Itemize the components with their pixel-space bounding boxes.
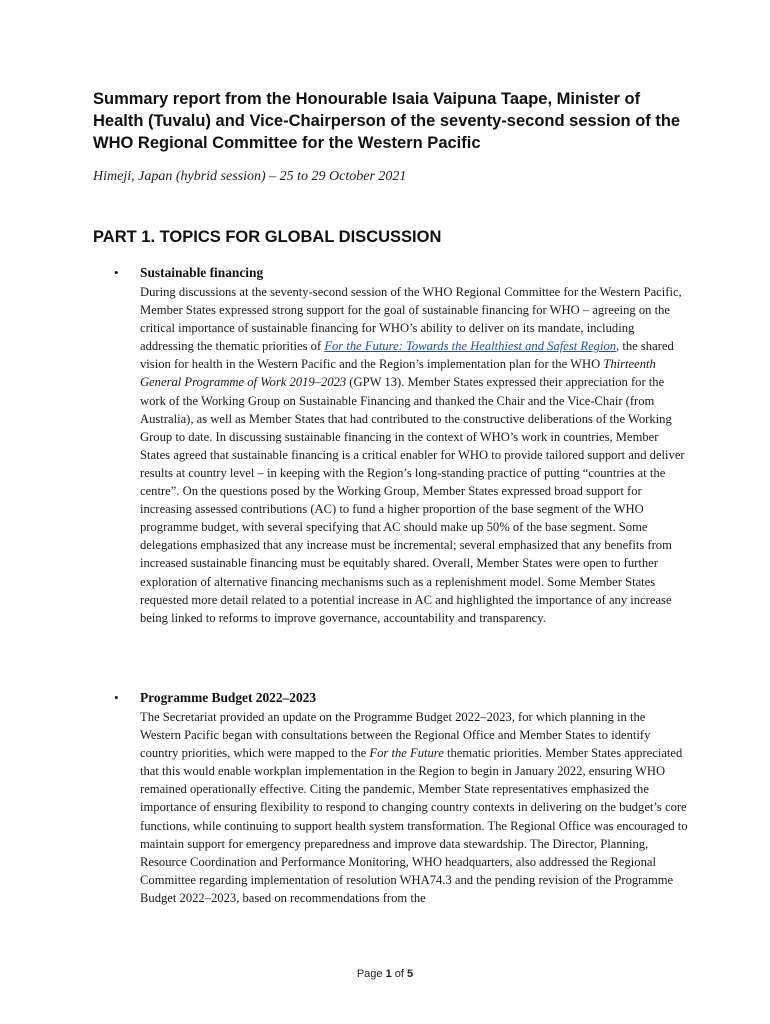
part-heading: PART 1. TOPICS FOR GLOBAL DISCUSSION bbox=[93, 228, 442, 246]
page-footer bbox=[0, 968, 770, 980]
current-page-number: 1 bbox=[385, 968, 392, 980]
gpw-title-italic: Thirteenth General Programme of Work 2019–2023 bbox=[140, 357, 656, 390]
body-text: thematic priorities. Member States appreciated that this would enable workplan implementation in the Region to begin in January 2022, ensuring WHO remained operationally effective. Citing the pandemic, Member State representatives emphasized the importance of ensuring flexibility to respond to changing country contexts in delivering on the budget’s core functions, while continuing to support health system transformation. The Regional Office was encouraged to maintain support for emergency preparedness and improve data stewardship. The Director, Planning, Resource Coordination and Performance Monitoring, WHO headquarters, also addressed the Regional Committee regarding implementation of resolution WHA74.3 and the pending revision of the Programme Budget 2022–2023, based on recommendations from the bbox=[140, 746, 688, 905]
of-label: of bbox=[394, 968, 404, 980]
body-text: , the shared vision for health in the Western Pacific and the Region’s implementation plan for the WHO bbox=[140, 339, 674, 372]
for-the-future-link[interactable]: For the Future: Towards the Healthiest and Safest Region bbox=[324, 339, 617, 354]
report-title: Summary report from the Honourable Isaia Vaipuna Taape, Minister of Health (Tuvalu) and Vice-Chairperson of the seventy-second session of the WHO Regional Committee for the Western Pacific bbox=[93, 90, 681, 152]
body-text: The Secretariat provided an update on the Programme Budget 2022–2023, for which planning in the Western Pacific began with consultations between the Regional Office and Member States to identify country priorities, which were mapped to the bbox=[140, 710, 651, 761]
body-text: (GPW 13). Member States expressed their appreciation for the work of the Working Group on Sustainable Financing and thanked the Chair and the Vice-Chair (from Australia), as well as Member States that had contributed to the constructive deliberations of the Working Group to date. In discussing sustainable financing in the context of WHO’s work in countries, Member States agreed that sustainable financing is a critical enabler for WHO to provide tailored support and deliver results at country level – in keeping with the Region’s long-standing practice of putting “countries at the centre”. On the questions posed by the Working Group, Member States expressed broad support for increasing assessed contributions (AC) to fund a higher proportion of the base segment of the WHO programme budget, with several specifying that AC should make up 50% of the base segment. Some delegations emphasized that any increase must be incremental; several emphasized that any benefits from increased sustainable financing must be equitably shared. Overall, Member States were open to further exploration of alternative financing mechanisms such as a replenishment model. Some Member States requested more detail related to a potential increase in AC and highlighted the importance of any increase being linked to reforms to improve governance, accountability and transparency. bbox=[140, 375, 685, 625]
bullet-icon: • bbox=[114, 690, 119, 705]
section-title: Programme Budget 2022–2023 bbox=[140, 690, 317, 705]
section-title: Sustainable financing bbox=[140, 265, 264, 280]
page-label: Page bbox=[356, 968, 383, 980]
bullet-icon: • bbox=[114, 265, 119, 280]
for-the-future-italic: For the Future bbox=[369, 746, 444, 761]
body-text: During discussions at the seventy-second session of the WHO Regional Committee for the Western Pacific, Member States expressed strong support for the goal of sustainable financing for WHO – agreeing on the critical importance of sustainable financing for WHO’s ability to deliver on its mandate, including addressing the thematic priorities of bbox=[140, 285, 682, 354]
section-body bbox=[140, 708, 688, 907]
session-subtitle: Himeji, Japan (hybrid session) – 25 to 29 October 2021 bbox=[93, 169, 407, 184]
section-body bbox=[140, 283, 688, 627]
total-page-count: 5 bbox=[407, 968, 414, 980]
